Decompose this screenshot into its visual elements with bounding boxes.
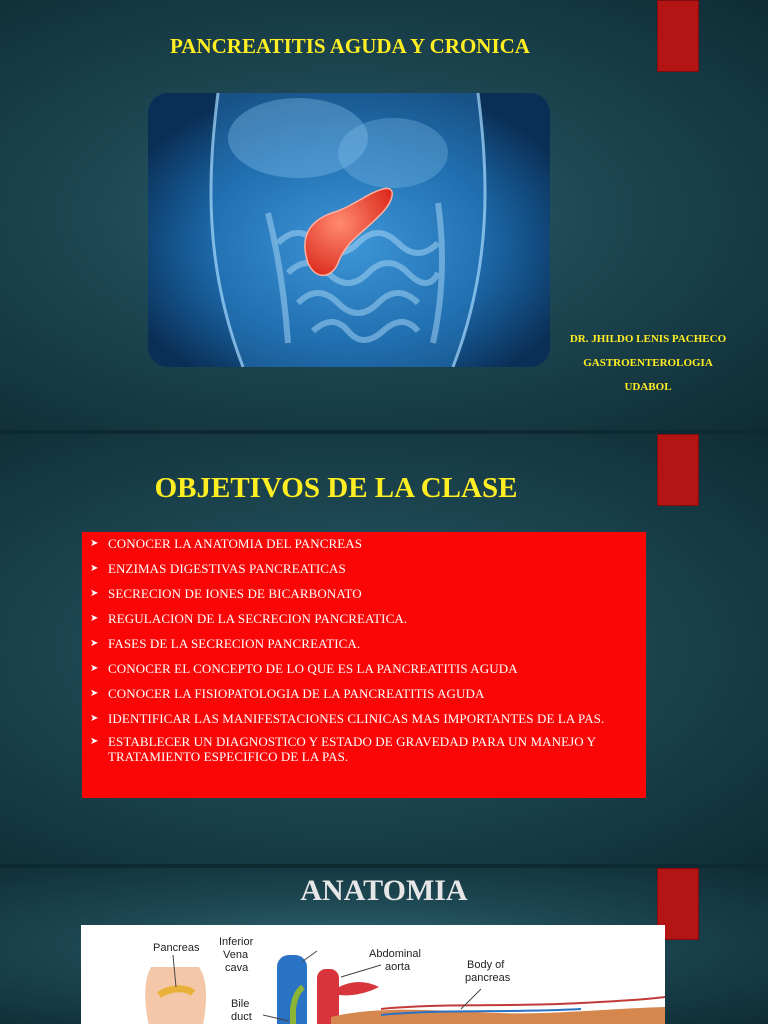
label-bile-2: duct <box>231 1011 252 1023</box>
label-aorta-2: aorta <box>385 961 411 973</box>
bullet-arrow-icon: ➤ <box>90 736 99 747</box>
label-pancreas: Pancreas <box>153 942 200 954</box>
objective-item: ➤ SECRECION DE IONES DE BICARBONATO <box>90 586 362 601</box>
author-institution: UDABOL <box>624 381 672 393</box>
bullet-arrow-icon: ➤ <box>90 638 99 649</box>
label-ivc-2: Vena <box>223 949 249 961</box>
author-specialty: GASTROENTEROLOGIA <box>583 357 713 369</box>
slide-objectives <box>0 434 768 864</box>
slide-title <box>0 0 768 430</box>
objectives-list <box>82 532 646 764</box>
objective-item: ➤ CONOCER LA ANATOMIA DEL PANCREAS <box>90 536 363 551</box>
label-ivc-3: cava <box>225 962 249 974</box>
objective-item: ➤ CONOCER EL CONCEPTO DE LO QUE ES LA PANCREATITIS AGUDA <box>90 661 518 676</box>
objective-item: ➤ CONOCER LA FISIOPATOLOGIA DE LA PANCREATITIS AGUDA <box>90 686 485 701</box>
slide-anatomy <box>0 868 768 1024</box>
label-aorta-1: Abdominal <box>369 948 421 960</box>
bullet-arrow-icon: ➤ <box>90 613 99 624</box>
bullet-arrow-icon: ➤ <box>90 588 99 599</box>
label-ivc-1: Inferior <box>219 936 254 948</box>
objective-item: ➤ ESTABLECER UN DIAGNOSTICO Y ESTADO DE GRAVEDAD PARA UN MANEJO Y TRATAMIENTO ESPECIFICO DE LA PAS. <box>90 734 596 764</box>
anatomy-diagram <box>81 925 665 1024</box>
abdomen-xray-image <box>148 93 550 367</box>
bullet-arrow-icon: ➤ <box>90 663 99 674</box>
label-body-1: Body of <box>467 959 505 971</box>
bullet-arrow-icon: ➤ <box>90 563 99 574</box>
objective-item: ➤ REGULACION DE LA SECRECION PANCREATICA. <box>90 611 408 626</box>
bullet-arrow-icon: ➤ <box>90 688 99 699</box>
bullet-arrow-icon: ➤ <box>90 538 99 549</box>
bullet-arrow-icon: ➤ <box>90 713 99 724</box>
objectives-title: OBJETIVOS DE LA CLASE <box>154 472 518 504</box>
pancreas-illustration <box>148 93 550 367</box>
objective-item: ➤ ENZIMAS DIGESTIVAS PANCREATICAS <box>90 561 346 576</box>
pancreas-anatomy-image <box>81 925 665 1024</box>
author-name: DR. JHILDO LENIS PACHECO <box>569 333 727 345</box>
anatomy-title: ANATOMIA <box>300 874 468 907</box>
objective-item: ➤ IDENTIFICAR LAS MANIFESTACIONES CLINICAS MAS IMPORTANTES DE LA PAS. <box>90 711 605 726</box>
objectives-box <box>82 532 646 798</box>
objective-item: ➤ FASES DE LA SECRECION PANCREATICA. <box>90 636 361 651</box>
presentation-title: PANCREATITIS AGUDA Y CRONICA <box>170 34 530 58</box>
label-body-2: pancreas <box>465 972 511 984</box>
label-bile-1: Bile <box>231 998 250 1010</box>
